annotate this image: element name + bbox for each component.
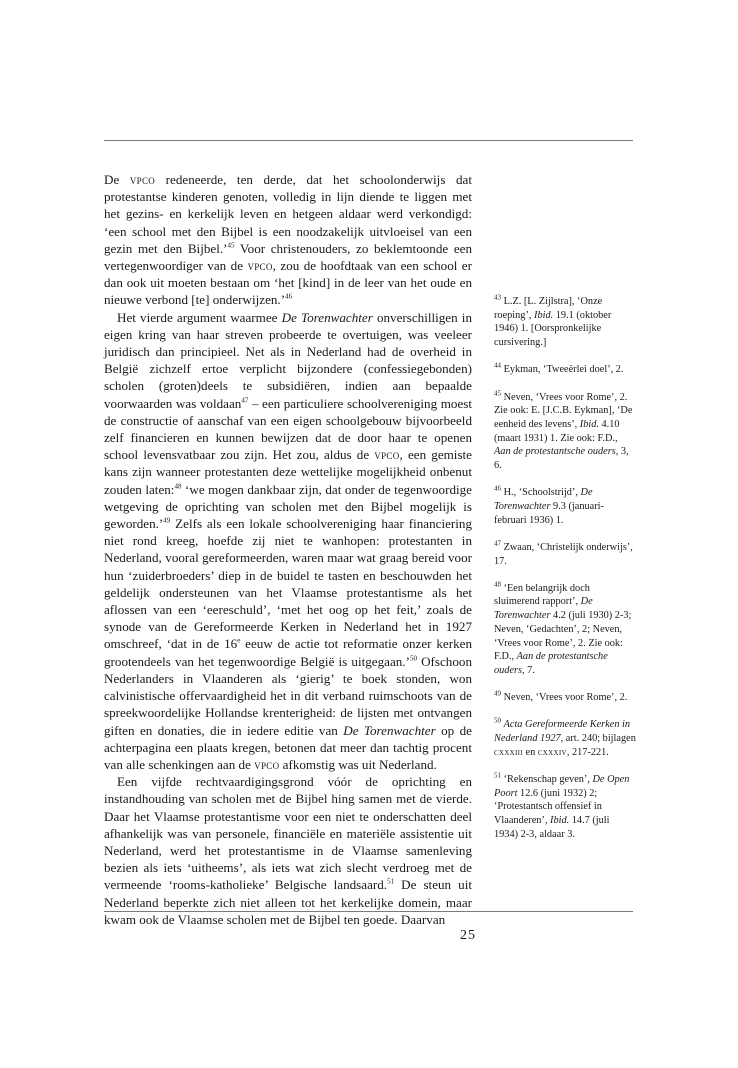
note-reference: 45 xyxy=(227,241,235,250)
italic-text: Ibid. xyxy=(534,309,554,321)
text-run: op de achterpagina een plaats kregen, betonen dat meer dan tachtig procent van alle schenkingen aan de xyxy=(104,722,472,772)
body-paragraph xyxy=(104,309,472,773)
text-run: H., ‘Schoolstrijd’, xyxy=(501,487,581,499)
footnote xyxy=(494,718,636,759)
text-run: Ofschoon Nederlanders in Vlaanderen als ‘gierig’ te boek stonden, won calvinistische offervaardigheid het in dit verband ruimschoots van de spreekwoordelijke Hollandse krenterigheid: de lijsten met ontvangen giften en donaties, die in iedere editie van xyxy=(104,653,472,738)
text-run: De steun uit Nederland beperkte zich niet alleen tot het kerkelijke domein, maar kwam ook de Vlaamse scholen met de Bijbel ten goede. Daarvan xyxy=(104,877,472,927)
text-run: ‘we mogen dankbaar zijn, dat onder de tegenwoordige wetgeving de oprichting van scholen met den Bijbel mogelijk is geworden.’ xyxy=(104,481,472,532)
italic-text: De Torenwachter xyxy=(281,309,373,325)
note-reference: 50 xyxy=(409,654,417,663)
text-run: 4.10 (maart 1931) 1. Zie ook: F.D., xyxy=(494,418,620,444)
footnote xyxy=(494,773,636,842)
note-reference: 51 xyxy=(494,771,501,780)
footnote xyxy=(494,582,636,678)
italic-text: De Open Poort xyxy=(494,773,630,799)
text-run: L.Z. [L. Zijlstra], ‘Onze roeping’, xyxy=(494,296,603,321)
italic-text: Ibid. xyxy=(579,418,599,430)
text-run: Neven, ‘Vrees voor Rome’, 2. Zie ook: E. [J.C.B. Eykman], ‘De eenheid des levens’, xyxy=(494,391,633,430)
text-run: , 7. xyxy=(522,664,535,676)
note-reference: 48 xyxy=(494,580,501,589)
footnote xyxy=(494,691,636,705)
note-reference: 43 xyxy=(494,293,501,302)
text-run: Zelfs als een lokale schoolvereniging haar financiering niet rond kreeg, hoefde zij niet te wanhopen: protestanten in Nederland, vooral gereformeerden, waren maar wat graag bereid voor hun ‘zuiderbroeders’ diep in de buidel te tasten en beschouwden het geldelijk ondersteunen van het Vlaamse protestantisme als het aflossen van een ‘eereschuld’, ‘met het oog op het feit,’ zoals de synode van de Gereformeerde Kerken in Nederland het in 1927 omschreef, ‘dat in de 16 xyxy=(104,516,472,652)
text-run: Het vierde argument waarmee xyxy=(117,309,282,325)
note-reference: 45 xyxy=(494,389,501,398)
italic-text: De Torenwachter xyxy=(494,596,593,622)
text-run: Eykman, ‘Tweeërlei doel’, 2. xyxy=(501,364,624,376)
small-caps-text: cxxxiii xyxy=(494,746,523,758)
note-reference: 51 xyxy=(387,877,395,886)
text-run: , een gemiste kans zijn wanneer protestanten deze wettelijke mogelijkheid onbenut zouden laten: xyxy=(104,447,472,497)
note-reference: 50 xyxy=(494,716,501,725)
small-caps-text: vpco xyxy=(129,172,156,187)
text-run: , zou de hoofdtaak van een school er dan ook uit moeten bestaan om ‘het [kind] in de leer van het oude en nieuwe verbond [te] onderwijzen.’ xyxy=(104,258,472,308)
note-reference: 46 xyxy=(285,293,293,302)
italic-text: De Torenwachter xyxy=(494,487,593,512)
note-reference: 49 xyxy=(494,689,501,698)
text-run: De xyxy=(104,172,130,187)
text-run: afkomstig was uit Nederland. xyxy=(279,756,437,772)
footnote xyxy=(494,391,636,473)
text-run: 14.7 (juli 1934) 2-3, aldaar 3. xyxy=(494,815,610,840)
italic-text: Aan de protestantsche ouders xyxy=(494,446,616,458)
footnote xyxy=(494,363,636,377)
footnote xyxy=(494,486,636,527)
italic-text: Acta Gereformeerde Kerken in Nederland 1927 xyxy=(494,719,631,745)
text-run: Neven, ‘Vrees voor Rome’, 2. xyxy=(501,692,628,704)
note-reference: 49 xyxy=(163,516,171,525)
text-run: 9.3 (januari-februari 1936) 1. xyxy=(494,500,604,526)
note-reference: 44 xyxy=(494,361,501,370)
italic-text: Ibid. xyxy=(550,815,570,827)
small-caps-text: cxxxiv xyxy=(537,746,567,758)
body-paragraph xyxy=(104,171,472,309)
text-run: Een vijfde rechtvaardigingsgrond vóór de oprichting en instandhouding van scholen met de Bijbel hing samen met de vierde. Daar het Vlaamse protestantisme voor een niet te onderschatten deel afhankelijk was van personele, financiële en materiële assistentie uit Nederland, werd het protestantisme in de Vlaamse samenleving bezien als iets ‘uitheems’, als iets wat zich slecht verdroeg met de vermeende ‘rooms-katholieke’ Belgische landsaard. xyxy=(104,774,472,893)
note-reference: 48 xyxy=(174,482,182,491)
small-caps-text: vpco xyxy=(374,447,400,463)
text-run: en xyxy=(522,746,538,758)
footnote xyxy=(494,295,636,350)
body-paragraph xyxy=(104,773,472,928)
text-run: – een particuliere schoolvereniging moest de constructie of aanschaf van een eigen schoolgebouw bijvoorbeeld zelf financieren en kunnen bewijzen dat de door haar te openen school levensvatbaar zou zijn. Het zou, aldus de xyxy=(104,395,472,463)
text-run: 4.2 (juli 1930) 2-3; Neven, ‘Gedachten’, 2; Neven, ‘Vrees voor Rome’, 2. Zie ook: F.D., xyxy=(494,610,632,663)
text-run: redeneerde, ten derde, dat het schoolonderwijs dat protestantse kinderen genoten, volledig in lijn diende te liggen met het gezins- en kerkelijk leven en hetgeen aldaar werd verkondigd: ‘een school met den Bijbel is een noodzakelijk uitvloeisel van een gezin met den Bijbel.’ xyxy=(104,172,472,256)
footnote xyxy=(494,541,636,568)
italic-text: De Torenwachter xyxy=(343,722,436,738)
page-number: 25 xyxy=(460,928,476,943)
text-run: Zwaan, ‘Christelijk onderwijs’, 17. xyxy=(494,541,633,567)
text-run: 19.1 (oktober 1946) 1. [Oorspronkelijke cursivering.] xyxy=(494,309,612,349)
small-caps-text: vpco xyxy=(247,258,273,274)
text-run: ‘Een belangrijk doch sluimerend rapport’, xyxy=(494,582,590,608)
note-reference: 47 xyxy=(241,396,249,405)
margin-notes-column xyxy=(494,295,636,855)
footer-rule xyxy=(104,911,633,912)
italic-text: Aan de protestantsche ouders xyxy=(494,651,608,676)
text-run: Voor christenouders, zo beklemtoonde een vertegenwoordiger van de xyxy=(104,240,473,274)
text-run: , art. 240; bijlagen xyxy=(560,733,636,745)
note-reference: 47 xyxy=(494,539,501,548)
header-rule xyxy=(104,140,633,141)
text-run: , 3, 6. xyxy=(494,446,629,472)
text-run: eeuw de actie tot reformatie onzer kerken grootendeels van het tegenwoordige België is uitgegaan.’ xyxy=(104,636,472,669)
text-run: ‘Rekenschap geven’, xyxy=(501,773,593,785)
text-run: onverschilligen in eigen kring van haar streven probeerde te overtuigen, was veeleer juridisch dan principieel. Net als in Nederland had de overheid in België zichzelf ertoe verplicht bijzondere (confessiegebonden) scholen (groten)deels te subsidiëren, indien aan bepaalde voorwaarden was voldaan xyxy=(104,309,472,411)
note-reference: e xyxy=(237,637,241,646)
note-reference: 46 xyxy=(494,484,501,493)
text-run: , 217-221. xyxy=(566,746,609,758)
small-caps-text: vpco xyxy=(254,756,280,772)
main-text-column xyxy=(104,171,472,928)
text-run: 12.6 (juni 1932) 2; ‘Protestantsch offensief in Vlaanderen’, xyxy=(494,787,602,827)
